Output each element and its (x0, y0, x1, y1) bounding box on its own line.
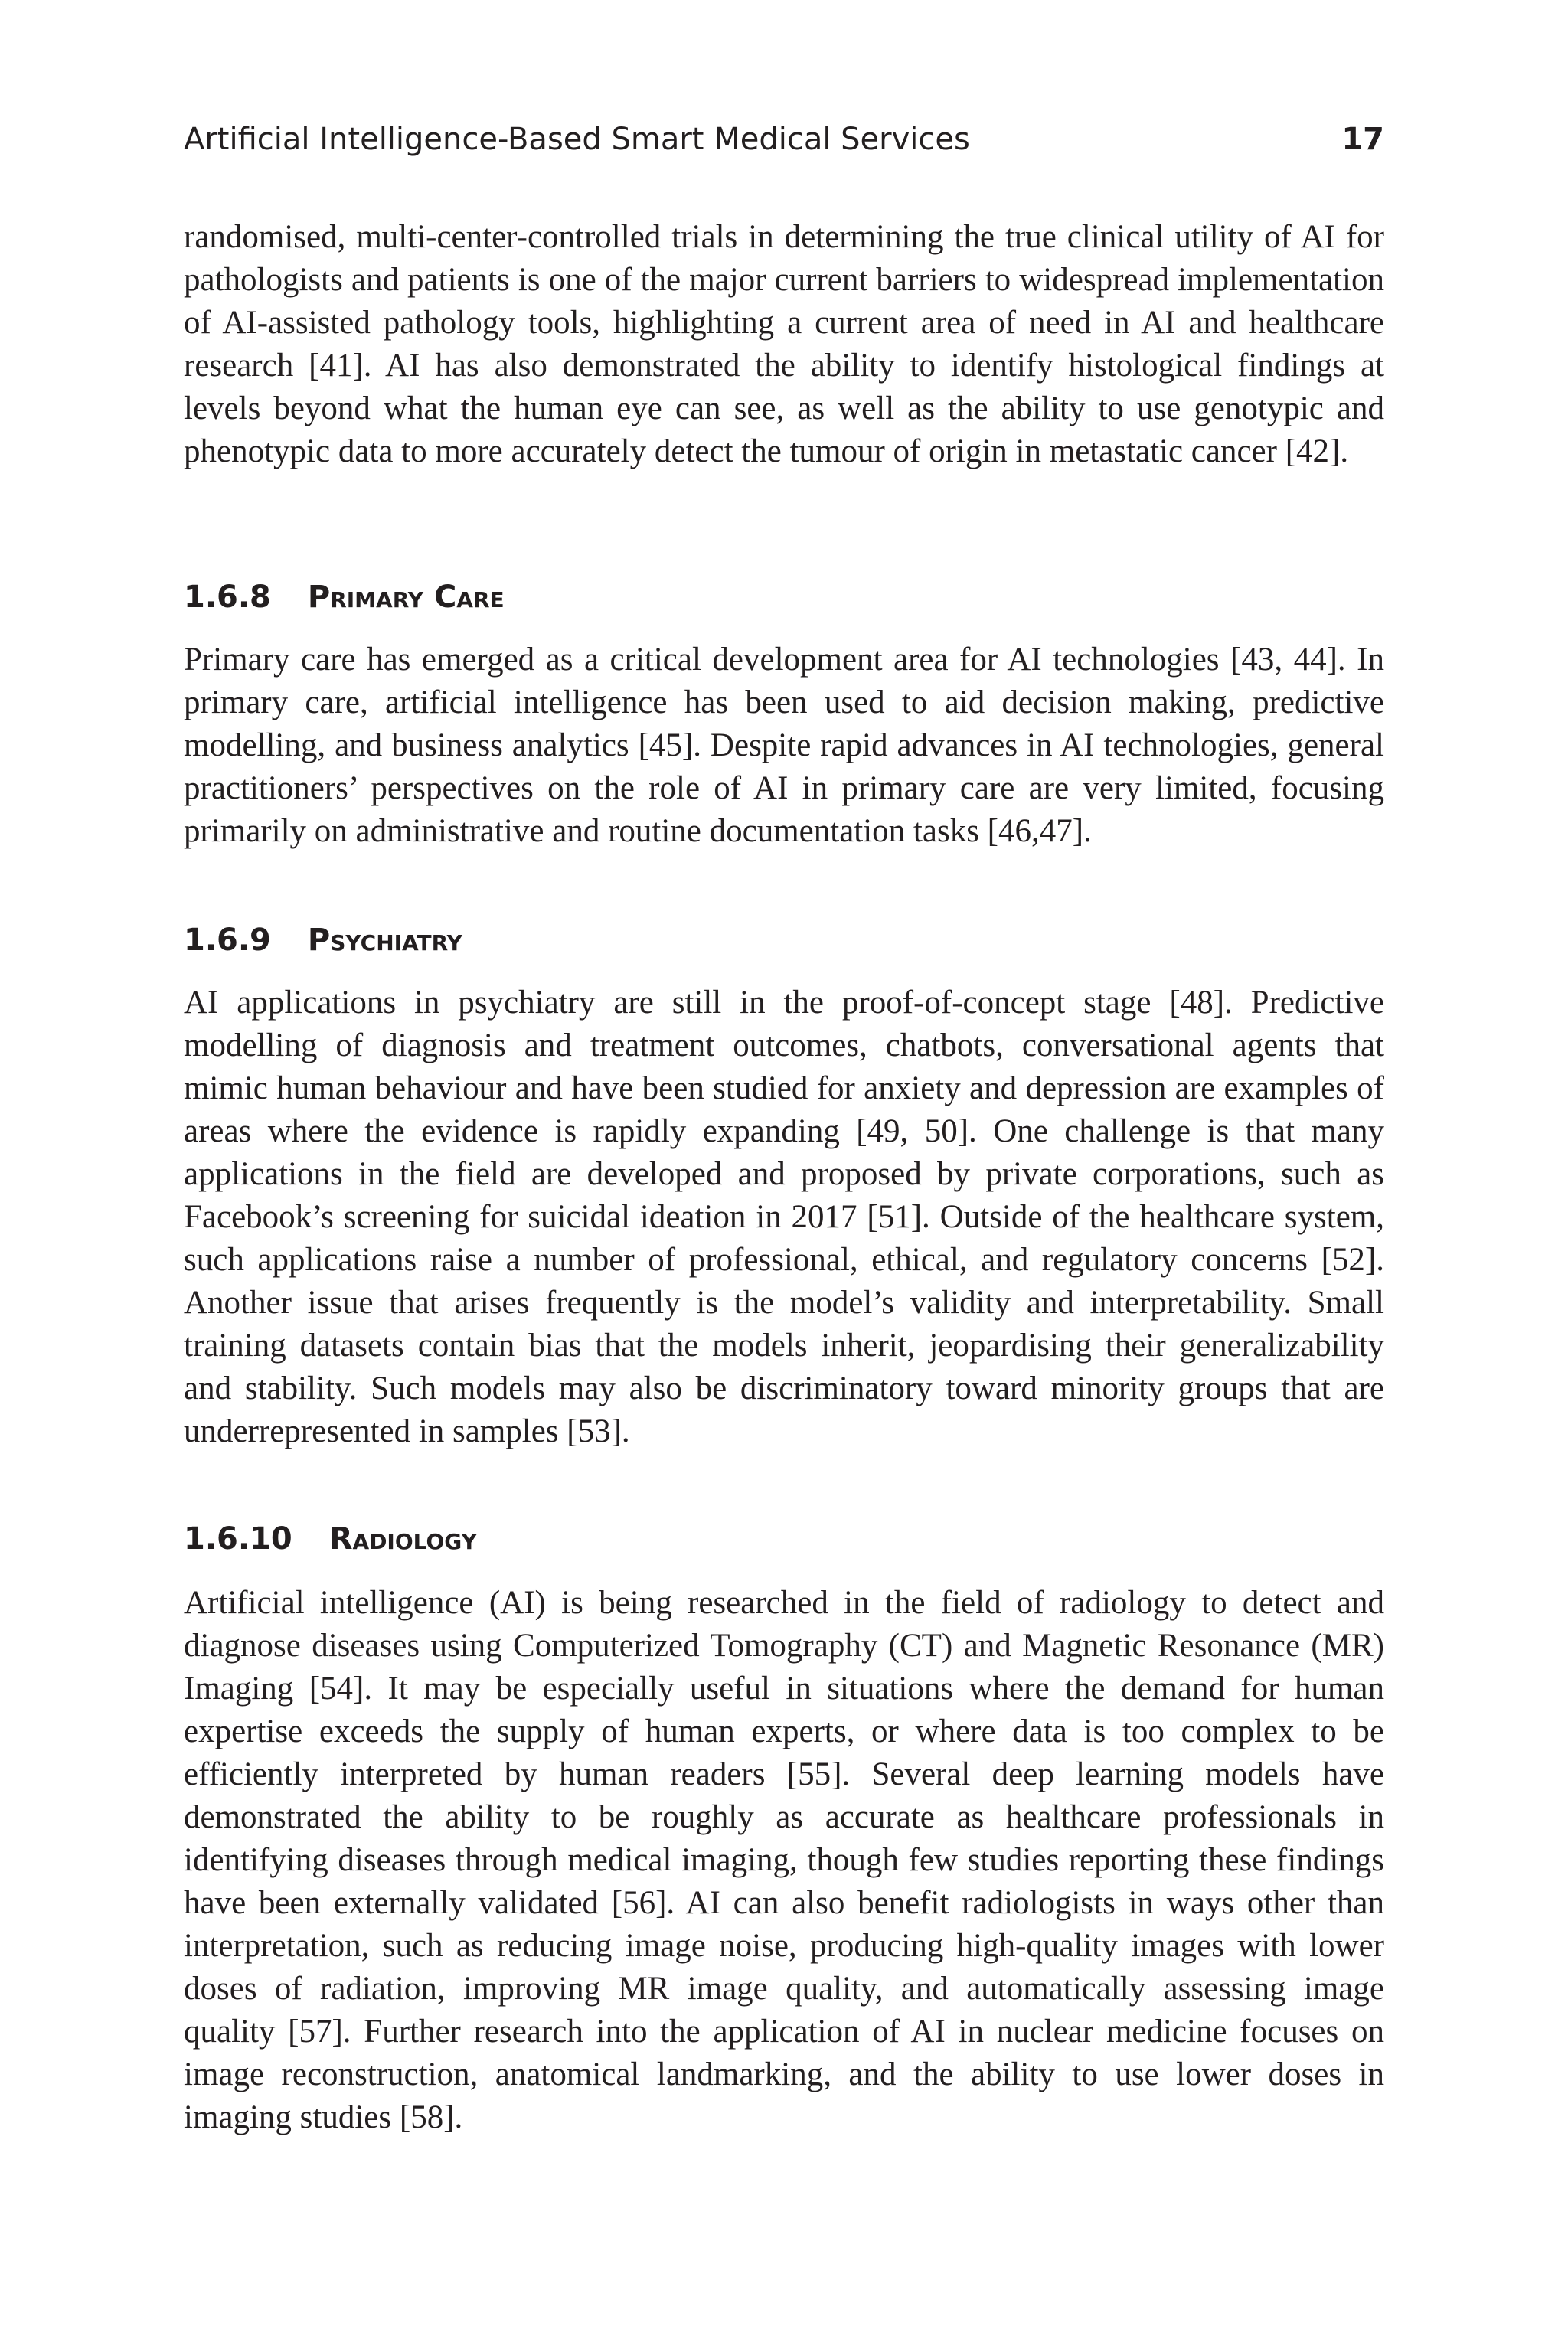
section-number: 1.6.10 (184, 1521, 292, 1557)
page-number: 17 (1341, 122, 1384, 157)
intro-paragraph: randomised, multi-center-controlled trials in determining the true clinical utility of AI for pathologists and patients is one of the major current barriers to widespread implementation of AI-assisted pathology tools, highlighting a current area of need in AI and healthcare research [41]. AI has also demonstrated the ability to identify histological findings at levels beyond what the human eye can see, as well as the ability to use genotypic and phenotypic data to more accurately detect the tumour of origin in metastatic cancer [42]. (184, 219, 1384, 469)
section-heading-primary-care (184, 574, 1384, 620)
primary-care-paragraph: Primary care has emerged as a critical development area for AI technologies [43, 44]. In primary care, artificial intelligence has been used to aid decision making, predictive modelling, and business analytics [45]. Despite rapid advances in AI technologies, general practitioners’ perspectives on the role of AI in primary care are very limited, focusing primarily on administrative and routine documentation tasks [46,47]. (184, 642, 1384, 849)
running-title: Artificial Intelligence-Based Smart Medical Services (184, 122, 970, 157)
section-heading-radiology (184, 1516, 1384, 1562)
section-number: 1.6.9 (184, 923, 271, 958)
section-title: Radiology (328, 1521, 477, 1557)
section-title: Psychiatry (307, 923, 462, 958)
radiology-paragraph: Artificial intelligence (AI) is being researched in the field of radiology to detect and diagnose diseases using Computerized Tomography (CT) and Magnetic Resonance (MR) Imaging [54]. It may be especially useful in situations where the demand for human expertise exceeds the supply of human experts, or where data is too complex to be efficiently interpreted by human readers [55]. Several deep learning models have demonstrated the ability to be roughly as accurate as healthcare professionals in identifying diseases through medical imaging, though few studies reporting these findings have been externally validated [56]. AI can also benefit radiologists in ways other than interpretation, such as reducing image noise, producing high-quality images with lower doses of radiation, improving MR image quality, and automatically assessing image quality [57]. Further research into the application of AI in nuclear medicine focuses on image reconstruction, anatomical landmarking, and the ability to use lower doses in imaging studies [58]. (184, 1585, 1384, 2135)
running-header (184, 118, 1384, 161)
section-heading-psychiatry (184, 917, 1384, 963)
section-number: 1.6.8 (184, 580, 271, 615)
section-title: Primary Care (307, 580, 505, 615)
psychiatry-paragraph: AI applications in psychiatry are still in the proof-of-concept stage [48]. Predictive modelling of diagnosis and treatment outcomes, chatbots, conversational agents that mimic human behaviour and have been studied for anxiety and depression are examples of areas where the evidence is rapidly expanding [49, 50]. One challenge is that many applications in the field are developed and proposed by private corporations, such as Facebook’s screening for suicidal ideation in 2017 [51]. Outside of the healthcare system, such applications raise a number of professional, ethical, and regulatory concerns [52]. Another issue that arises frequently is the model’s validity and interpretability. Small training datasets contain bias that the models inherit, jeopardising their generalizability and stability. Such models may also be discriminatory toward minority groups that are underrepresented in samples [53]. (184, 985, 1384, 1449)
